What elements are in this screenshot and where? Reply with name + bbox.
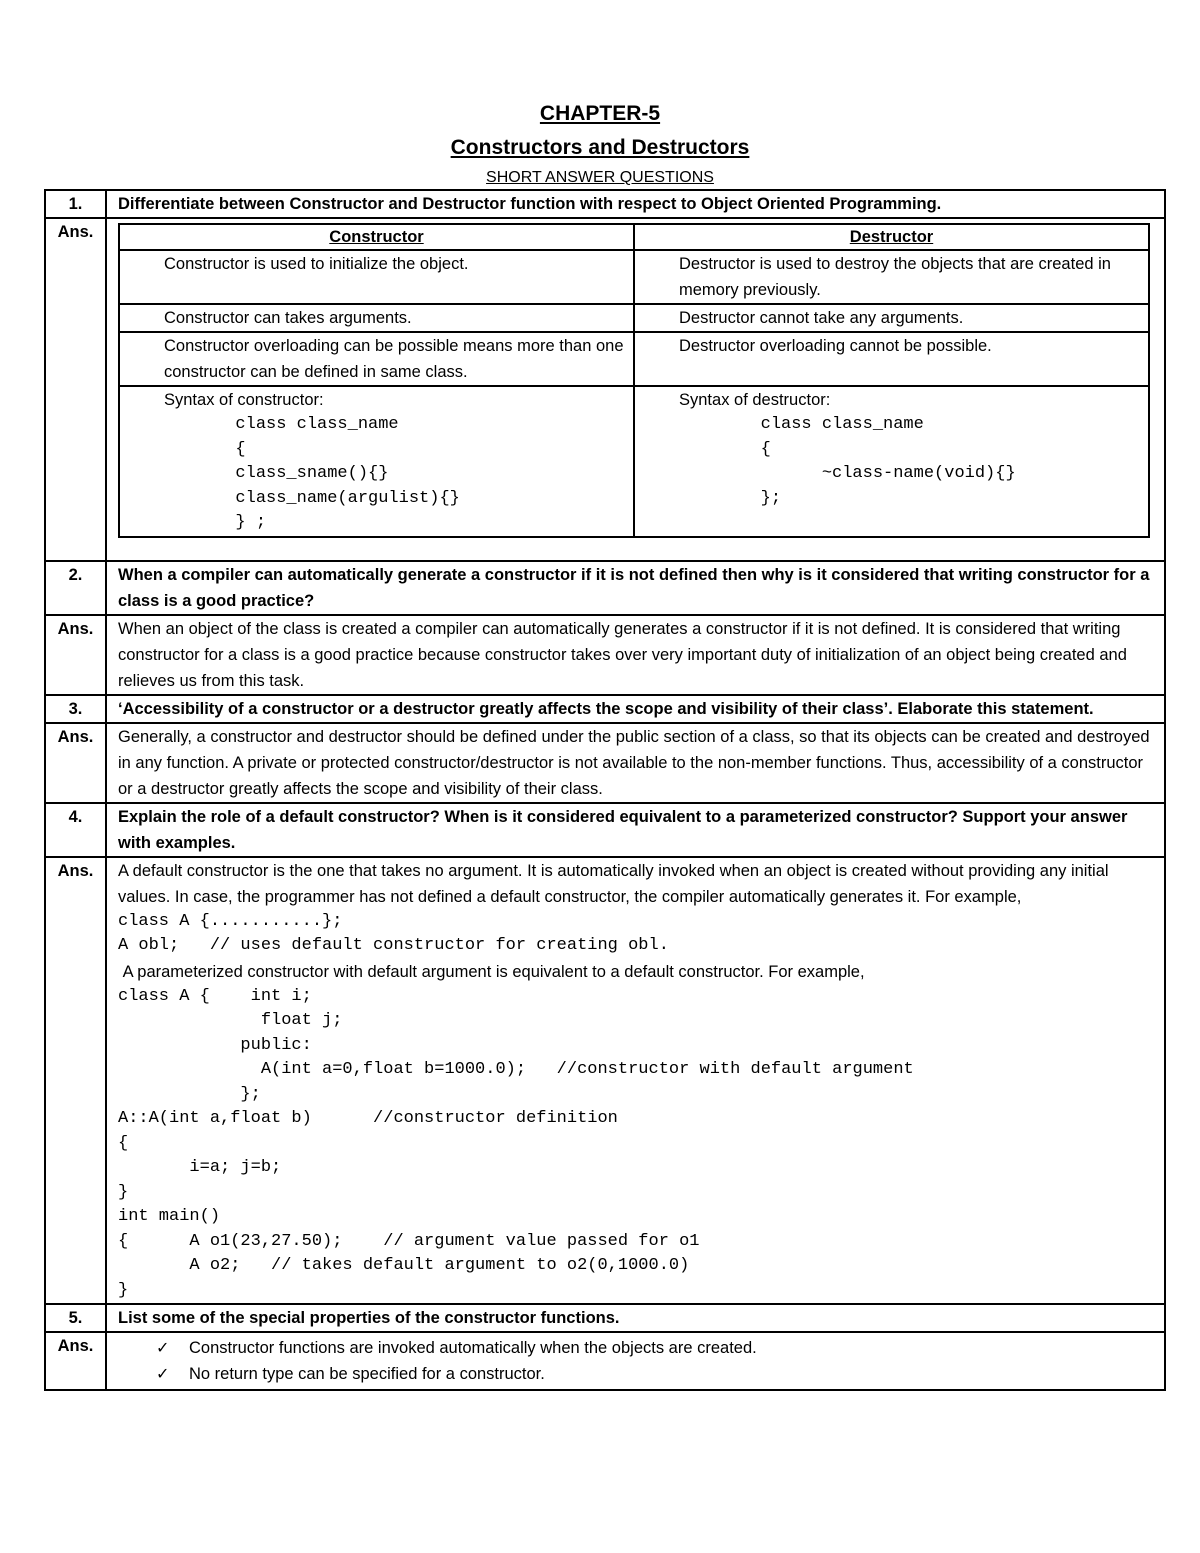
answer-row-3: [45, 723, 1165, 803]
question-number: 1.: [45, 190, 106, 218]
comparison-row: [119, 332, 1149, 386]
destructor-cell: Destructor overloading cannot be possible.: [634, 332, 1149, 386]
question-row-1: [45, 190, 1165, 218]
column-header-destructor: Destructor: [634, 224, 1149, 250]
constructor-syntax-label: Syntax of constructor:: [164, 391, 324, 409]
answer-text: When an object of the class is created a compiler can automatically generates a constructor if it is not defined. It is considered that writing constructor for a class is a good practice because constructor takes over very important duty of initialization of an object being created and relieves us from this task.: [106, 615, 1165, 695]
syntax-row: [119, 386, 1149, 537]
code-example-default-constructor: class A {...........}; A obl; // uses default constructor for creating obl.: [118, 911, 669, 955]
destructor-cell: Destructor cannot take any arguments.: [634, 304, 1149, 332]
question-number: 3.: [45, 695, 106, 723]
answer-row-2: [45, 615, 1165, 695]
list-item: ✓ No return type can be specified for a constructor.: [156, 1361, 1160, 1387]
question-number: 4.: [45, 803, 106, 857]
answer-text: A default constructor is the one that takes no argument. It is automatically invoked when an object is created without providing any initial values. In case, the programmer has not defined a default constructor, the compiler automatically generates it. For example,: [118, 861, 1109, 906]
question-row-5: [45, 1304, 1165, 1332]
comparison-table: [118, 223, 1150, 538]
destructor-syntax-label: Syntax of destructor:: [679, 391, 831, 409]
answer-text: Generally, a constructor and destructor should be defined under the public section of a class, so that its objects can be created and destroyed in any function. A private or protected constructor/destructor is not available to the non-member functions. Thus, accessibility of a constructor or a destructor greatly affects the scope and visibility of their class.: [106, 723, 1165, 803]
constructor-cell: Constructor can takes arguments.: [119, 304, 634, 332]
constructor-syntax-code: class class_name { class_sname(){} class_name(argulist){} } ;: [235, 415, 460, 532]
answer-label: Ans.: [45, 857, 106, 1305]
column-header-constructor: Constructor: [119, 224, 634, 250]
comparison-row: [119, 304, 1149, 332]
answer-text: A parameterized constructor with default argument is equivalent to a default constructor. For example,: [118, 962, 865, 981]
section-subtitle: SHORT ANSWER QUESTIONS: [486, 169, 714, 186]
answer-label: Ans.: [45, 723, 106, 803]
answer-row-5: [45, 1332, 1165, 1390]
question-row-2: [45, 561, 1165, 615]
answer-label: Ans.: [45, 1332, 106, 1390]
question-number: 2.: [45, 561, 106, 615]
question-number: 5.: [45, 1304, 106, 1332]
answer-label: Ans.: [45, 218, 106, 561]
chapter-heading: CHAPTER-5: [539, 102, 661, 125]
comparison-row: [119, 250, 1149, 304]
constructor-cell: Constructor overloading can be possible means more than one constructor can be defined in same class.: [119, 332, 634, 386]
properties-list: [118, 1335, 1160, 1387]
question-text: Explain the role of a default constructor? When is it considered equivalent to a parameterized constructor? Support your answer with examples.: [106, 803, 1165, 857]
answer-label: Ans.: [45, 615, 106, 695]
question-text: List some of the special properties of the constructor functions.: [106, 1304, 1165, 1332]
question-text: Differentiate between Constructor and Destructor function with respect to Object Oriented Programming.: [106, 190, 1165, 218]
code-example-parameterized-constructor: class A { int i; float j; public: A(int a=0,float b=1000.0); //constructor with default argument }; A::A(int a,float b) //constructor definition { i=a; j=b; } int main() { A o1(23,27.50); // argument value passed for o1 A o2; // takes default argument to o2(0,1000.0) }: [118, 986, 914, 1300]
constructor-cell: Constructor is used to initialize the object.: [119, 250, 634, 304]
destructor-cell: Destructor is used to destroy the objects that are created in memory previously.: [634, 250, 1149, 304]
checkmark-icon: ✓: [156, 1338, 170, 1357]
answer-row-1: [45, 218, 1165, 561]
checkmark-icon: ✓: [156, 1364, 170, 1383]
question-row-4: [45, 803, 1165, 857]
destructor-syntax-code: class class_name { ~class-name(void){} };: [760, 415, 1016, 508]
chapter-title: Constructors and Destructors: [450, 136, 750, 159]
qa-table: [44, 189, 1166, 1391]
question-text: ‘Accessibility of a constructor or a destructor greatly affects the scope and visibility of their class’. Elaborate this statement.: [106, 695, 1165, 723]
list-item: ✓ Constructor functions are invoked automatically when the objects are created.: [156, 1335, 1160, 1361]
answer-row-4: [45, 857, 1165, 1305]
question-row-3: [45, 695, 1165, 723]
question-text: When a compiler can automatically generate a constructor if it is not defined then why is it considered that writing constructor for a class is a good practice?: [106, 561, 1165, 615]
